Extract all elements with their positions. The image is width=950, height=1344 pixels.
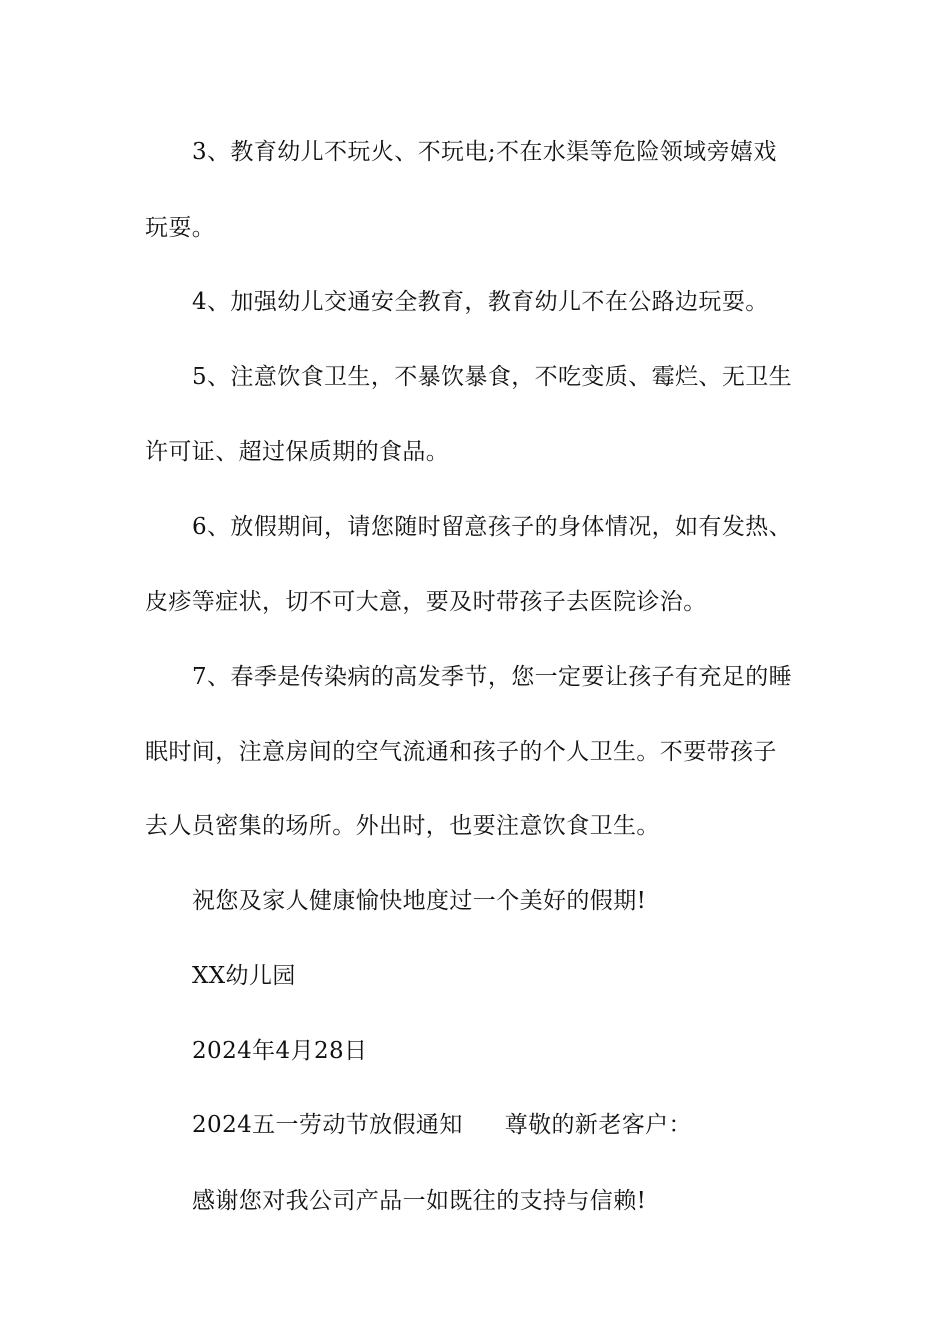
paragraph-item-6-line-2: 皮疹等症状，切不可大意，要及时带孩子去医院诊治。 [145,589,707,615]
greeting: 尊敬的新老客户： [504,1112,692,1138]
signature-date: 2024年4月28日 [192,1038,368,1064]
paragraph-item-3-line-1: 3、教育幼儿不玩火、不玩电;不在水渠等危险领域旁嬉戏 [192,139,777,165]
paragraph-item-4: 4、加强幼儿交通安全教育，教育幼儿不在公路边玩耍。 [192,289,769,315]
notice-title: 2024五一劳动节放假通知 [192,1112,463,1138]
paragraph-item-3-line-2: 玩耍。 [145,215,216,241]
paragraph-item-5-line-1: 5、注意饮食卫生，不暴饮暴食，不吃变质、霉烂、无卫生 [192,364,793,390]
paragraph-item-6-line-1: 6、放假期间，请您随时留意孩子的身体情况，如有发热、 [192,514,793,540]
thanks-line: 感谢您对我公司产品一如既往的支持与信赖! [192,1188,647,1214]
paragraph-item-7-line-1: 7、春季是传染病的高发季节，您一定要让孩子有充足的睡 [192,664,793,690]
closing-wish: 祝您及家人健康愉快地度过一个美好的假期! [192,888,647,914]
paragraph-item-7-line-3: 去人员密集的场所。外出时，也要注意饮食卫生。 [145,813,660,839]
notice-heading-line [192,1109,812,1141]
paragraph-item-7-line-2: 眠时间，注意房间的空气流通和孩子的个人卫生。不要带孩子 [145,739,777,765]
signature-organization: XX幼儿园 [192,963,296,989]
paragraph-item-5-line-2: 许可证、超过保质期的食品。 [145,439,450,465]
